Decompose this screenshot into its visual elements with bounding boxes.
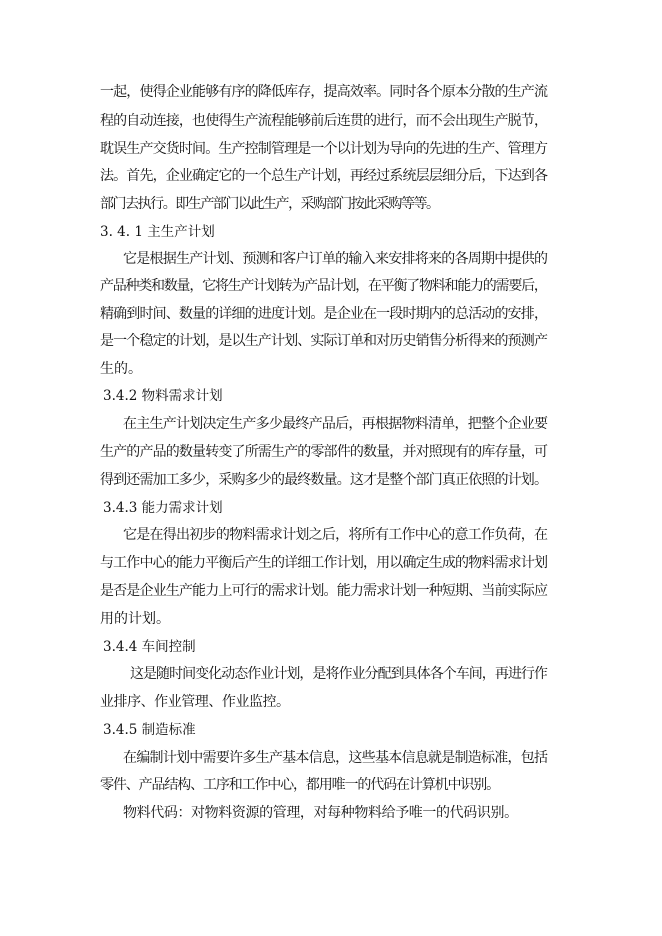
section-heading: 3.4.2 物料需求计划: [103, 388, 223, 404]
body-text-line: 生产的产品的数量转变了所需生产的零部件的数量，并对照现有的库存量，可: [100, 444, 548, 460]
body-text-line: 法。首先，企业确定它的一个总生产计划，再经过系统层层细分后，下达到各: [100, 168, 548, 184]
body-text-line: 零件、产品结构、工序和工作中心，都用唯一的代码在计算机中识别。: [100, 777, 499, 793]
body-text-line: 产品种类和数量，它将生产计划转为产品计划，在平衡了物料和能力的需要后，: [100, 278, 547, 294]
body-text-line: 用的计划。: [100, 611, 170, 627]
body-text-line: 业排序、作业管理、作业监控。: [100, 694, 290, 710]
body-text-line: 精确到时间、数量的详细的进度计划。是企业在一段时期内的总活动的安排，: [100, 306, 548, 322]
body-text-line: 部门去执行。即生产部门以此生产，采购部门按此采购等等。: [100, 196, 439, 212]
body-text-line: 耽误生产交货时间。生产控制管理是一个以计划为导向的先进的生产、管理方: [100, 141, 548, 157]
section-heading: 3.4.3 能力需求计划: [103, 500, 223, 516]
body-text-line: 它是在得出初步的物料需求计划之后，将所有工作中心的意工作负荷，在: [123, 527, 548, 543]
section-heading: 3.4.5 制造标准: [103, 722, 196, 738]
section-heading: 3.4.4 车间控制: [103, 639, 196, 655]
body-text-line: 与工作中心的能力平衡后产生的详细工作计划，用以确定生成的物料需求计划: [100, 555, 548, 571]
body-text-line: 一起，使得企业能够有序的降低库存，提高效率。同时各个原本分散的生产流: [100, 84, 548, 100]
body-text-line: 在主生产计划决定生产多少最终产品后，再根据物料清单，把整个企业要: [123, 416, 548, 432]
body-text-line: 它是根据生产计划、预测和客户订单的输入来安排将来的各周期中提供的: [123, 251, 548, 267]
body-text-line: 在编制计划中需要许多生产基本信息，这些基本信息就是制造标准，包括: [123, 750, 548, 766]
body-text-line: 是一个稳定的计划，是以生产计划、实际订单和对历史销售分析得来的预测产: [100, 333, 548, 349]
body-text-line: 是否是企业生产能力上可行的需求计划。能力需求计划一种短期、当前实际应: [100, 583, 548, 599]
body-text-line: 程的自动连接，也使得生产流程能够前后连贯的进行，而不会出现生产脱节，: [100, 113, 548, 129]
body-text-line: 得到还需加工多少，采购多少的最终数量。这才是整个部门真正依照的计划。: [100, 472, 548, 488]
body-text-line: 生的。: [100, 361, 142, 377]
body-text-line: 物料代码：对物料资源的管理，对每种物料给予唯一的代码识别。: [123, 805, 518, 821]
section-heading: 3. 4. 1 主生产计划: [100, 224, 215, 240]
body-text-line: 这是随时间变化动态作业计划，是将作业分配到具体各个车间，再进行作: [130, 666, 547, 682]
